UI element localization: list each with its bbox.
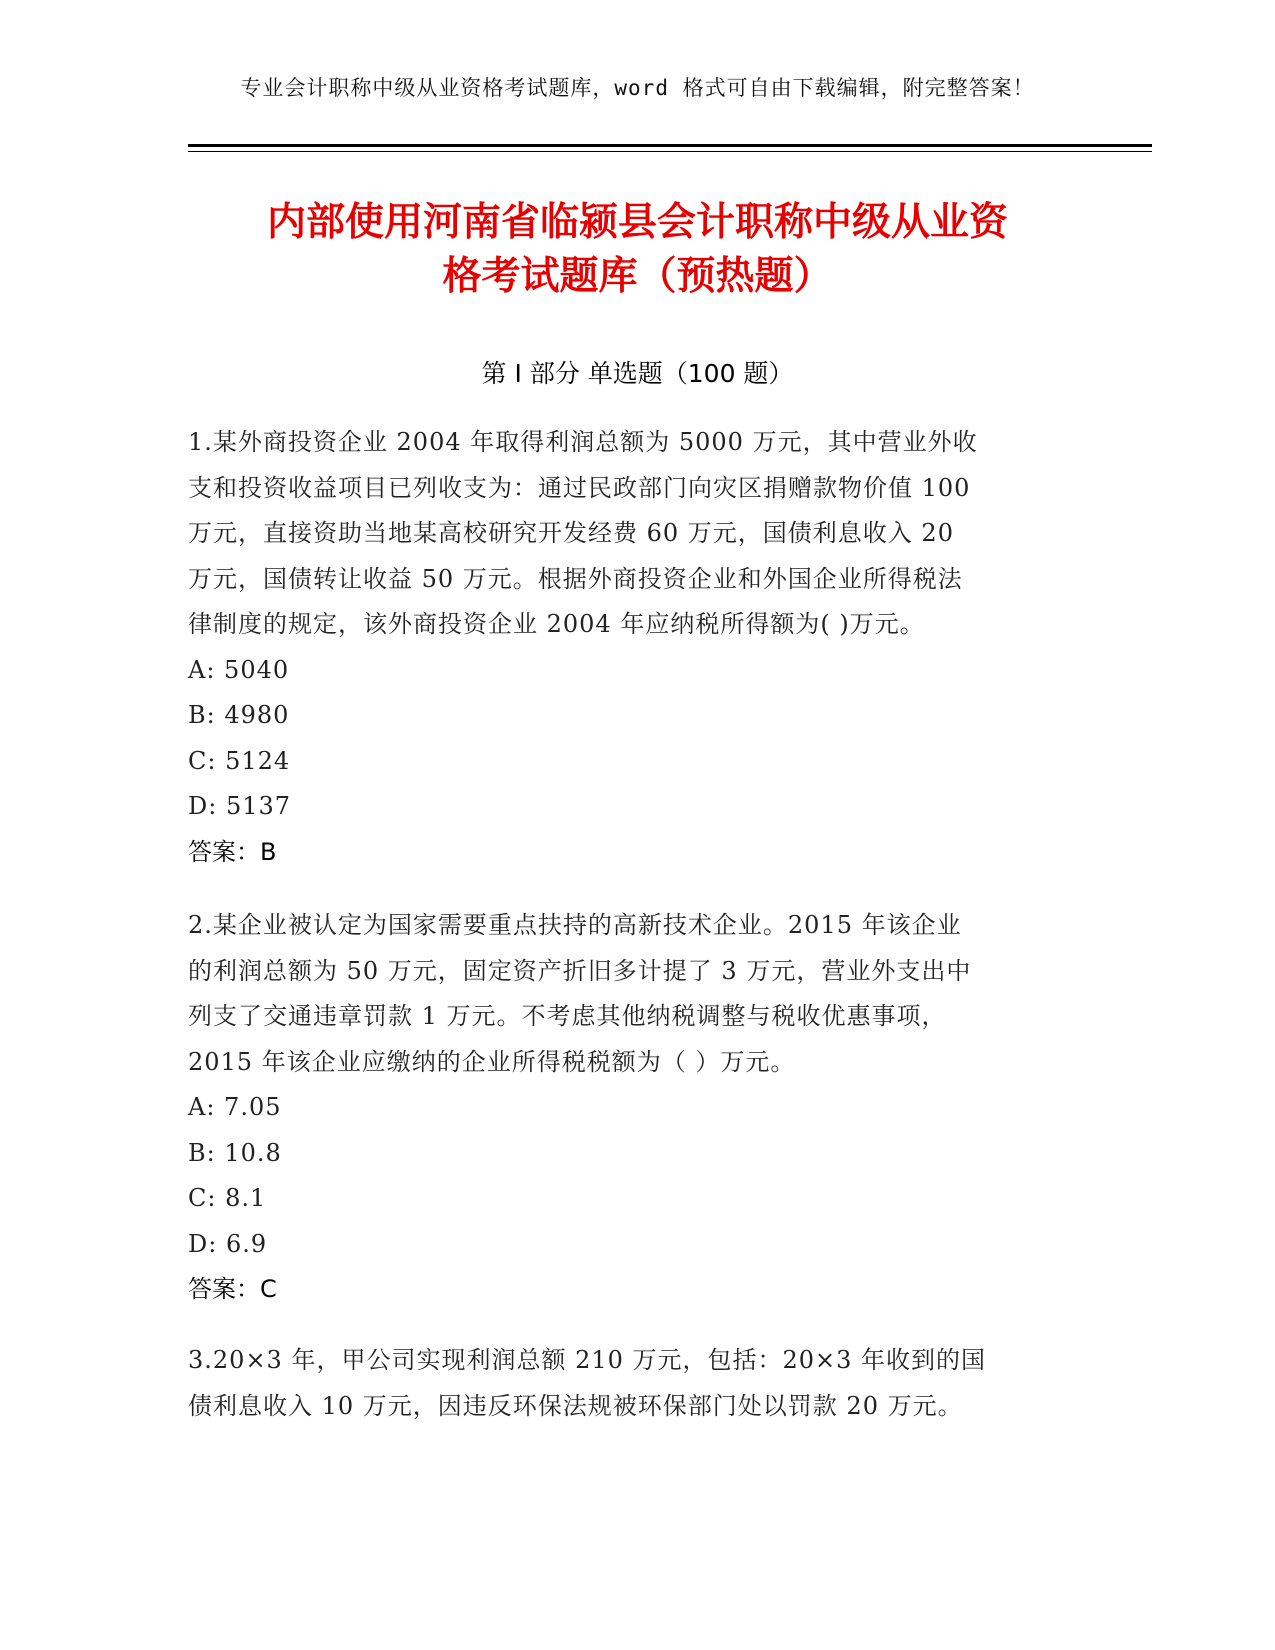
question-1 xyxy=(188,420,1088,875)
question-line: 1.某外商投资企业 2004 年取得利润总额为 5000 万元，其中营业外收 xyxy=(188,428,978,456)
option-b: B: 4980 xyxy=(188,701,290,729)
option-a: A: 7.05 xyxy=(188,1093,282,1121)
question-2-stem xyxy=(188,903,1088,1085)
question-line: 债利息收入 10 万元，因违反环保法规被环保部门处以罚款 20 万元。 xyxy=(188,1391,963,1420)
question-1-stem xyxy=(188,420,1088,648)
question-3 xyxy=(188,1338,1088,1429)
question-line: 2015 年该企业应缴纳的企业所得税税额为（ ）万元。 xyxy=(188,1047,796,1076)
title-line-2: 格考试题库（预热题） xyxy=(442,254,833,299)
question-line: 万元，直接资助当地某高校研究开发经费 60 万元，国债利息收入 20 xyxy=(188,519,954,547)
option-a: A: 5040 xyxy=(188,655,290,684)
title-line-1: 内部使用河南省临颍县会计职称中级从业资 xyxy=(266,200,1008,245)
question-line: 律制度的规定，该外商投资企业 2004 年应纳税所得额为( )万元。 xyxy=(188,610,925,638)
option-b: B: 10.8 xyxy=(188,1138,282,1167)
option-d: D: 5137 xyxy=(188,792,292,820)
question-line: 2.某企业被认定为国家需要重点扶持的高新技术企业。2015 年该企业 xyxy=(188,911,962,939)
document-title xyxy=(150,196,1125,304)
option-d: D: 6.9 xyxy=(188,1229,268,1258)
question-line: 列支了交通违章罚款 1 万元。不考虑其他纳税调整与税收优惠事项， xyxy=(188,1002,947,1030)
header-note: 专业会计职称中级从业资格考试题库，word 格式可自由下载编辑，附完整答案！ xyxy=(240,76,1035,100)
question-line: 万元，国债转让收益 50 万元。根据外商投资企业和外国企业所得税法 xyxy=(188,564,963,593)
option-c: C: 8.1 xyxy=(188,1184,267,1212)
question-line: 3.20×3 年，甲公司实现利润总额 210 万元，包括：20×3 年收到的国 xyxy=(188,1346,987,1374)
answer: 答案：B xyxy=(188,837,277,866)
header-rule-thin xyxy=(188,151,1152,152)
question-line: 支和投资收益项目已列收支为：通过民政部门向灾区捐赠款物价值 100 xyxy=(188,473,971,502)
answer: 答案：C xyxy=(188,1275,277,1303)
question-3-stem xyxy=(188,1338,1088,1429)
question-line: 的利润总额为 50 万元，固定资产折旧多计提了 3 万元，营业外支出中 xyxy=(188,956,972,985)
question-2 xyxy=(188,903,1088,1313)
option-c: C: 5124 xyxy=(188,746,291,775)
section-heading: 第 I 部分 单选题（100 题） xyxy=(481,359,794,388)
header-rule-thick xyxy=(188,144,1152,147)
